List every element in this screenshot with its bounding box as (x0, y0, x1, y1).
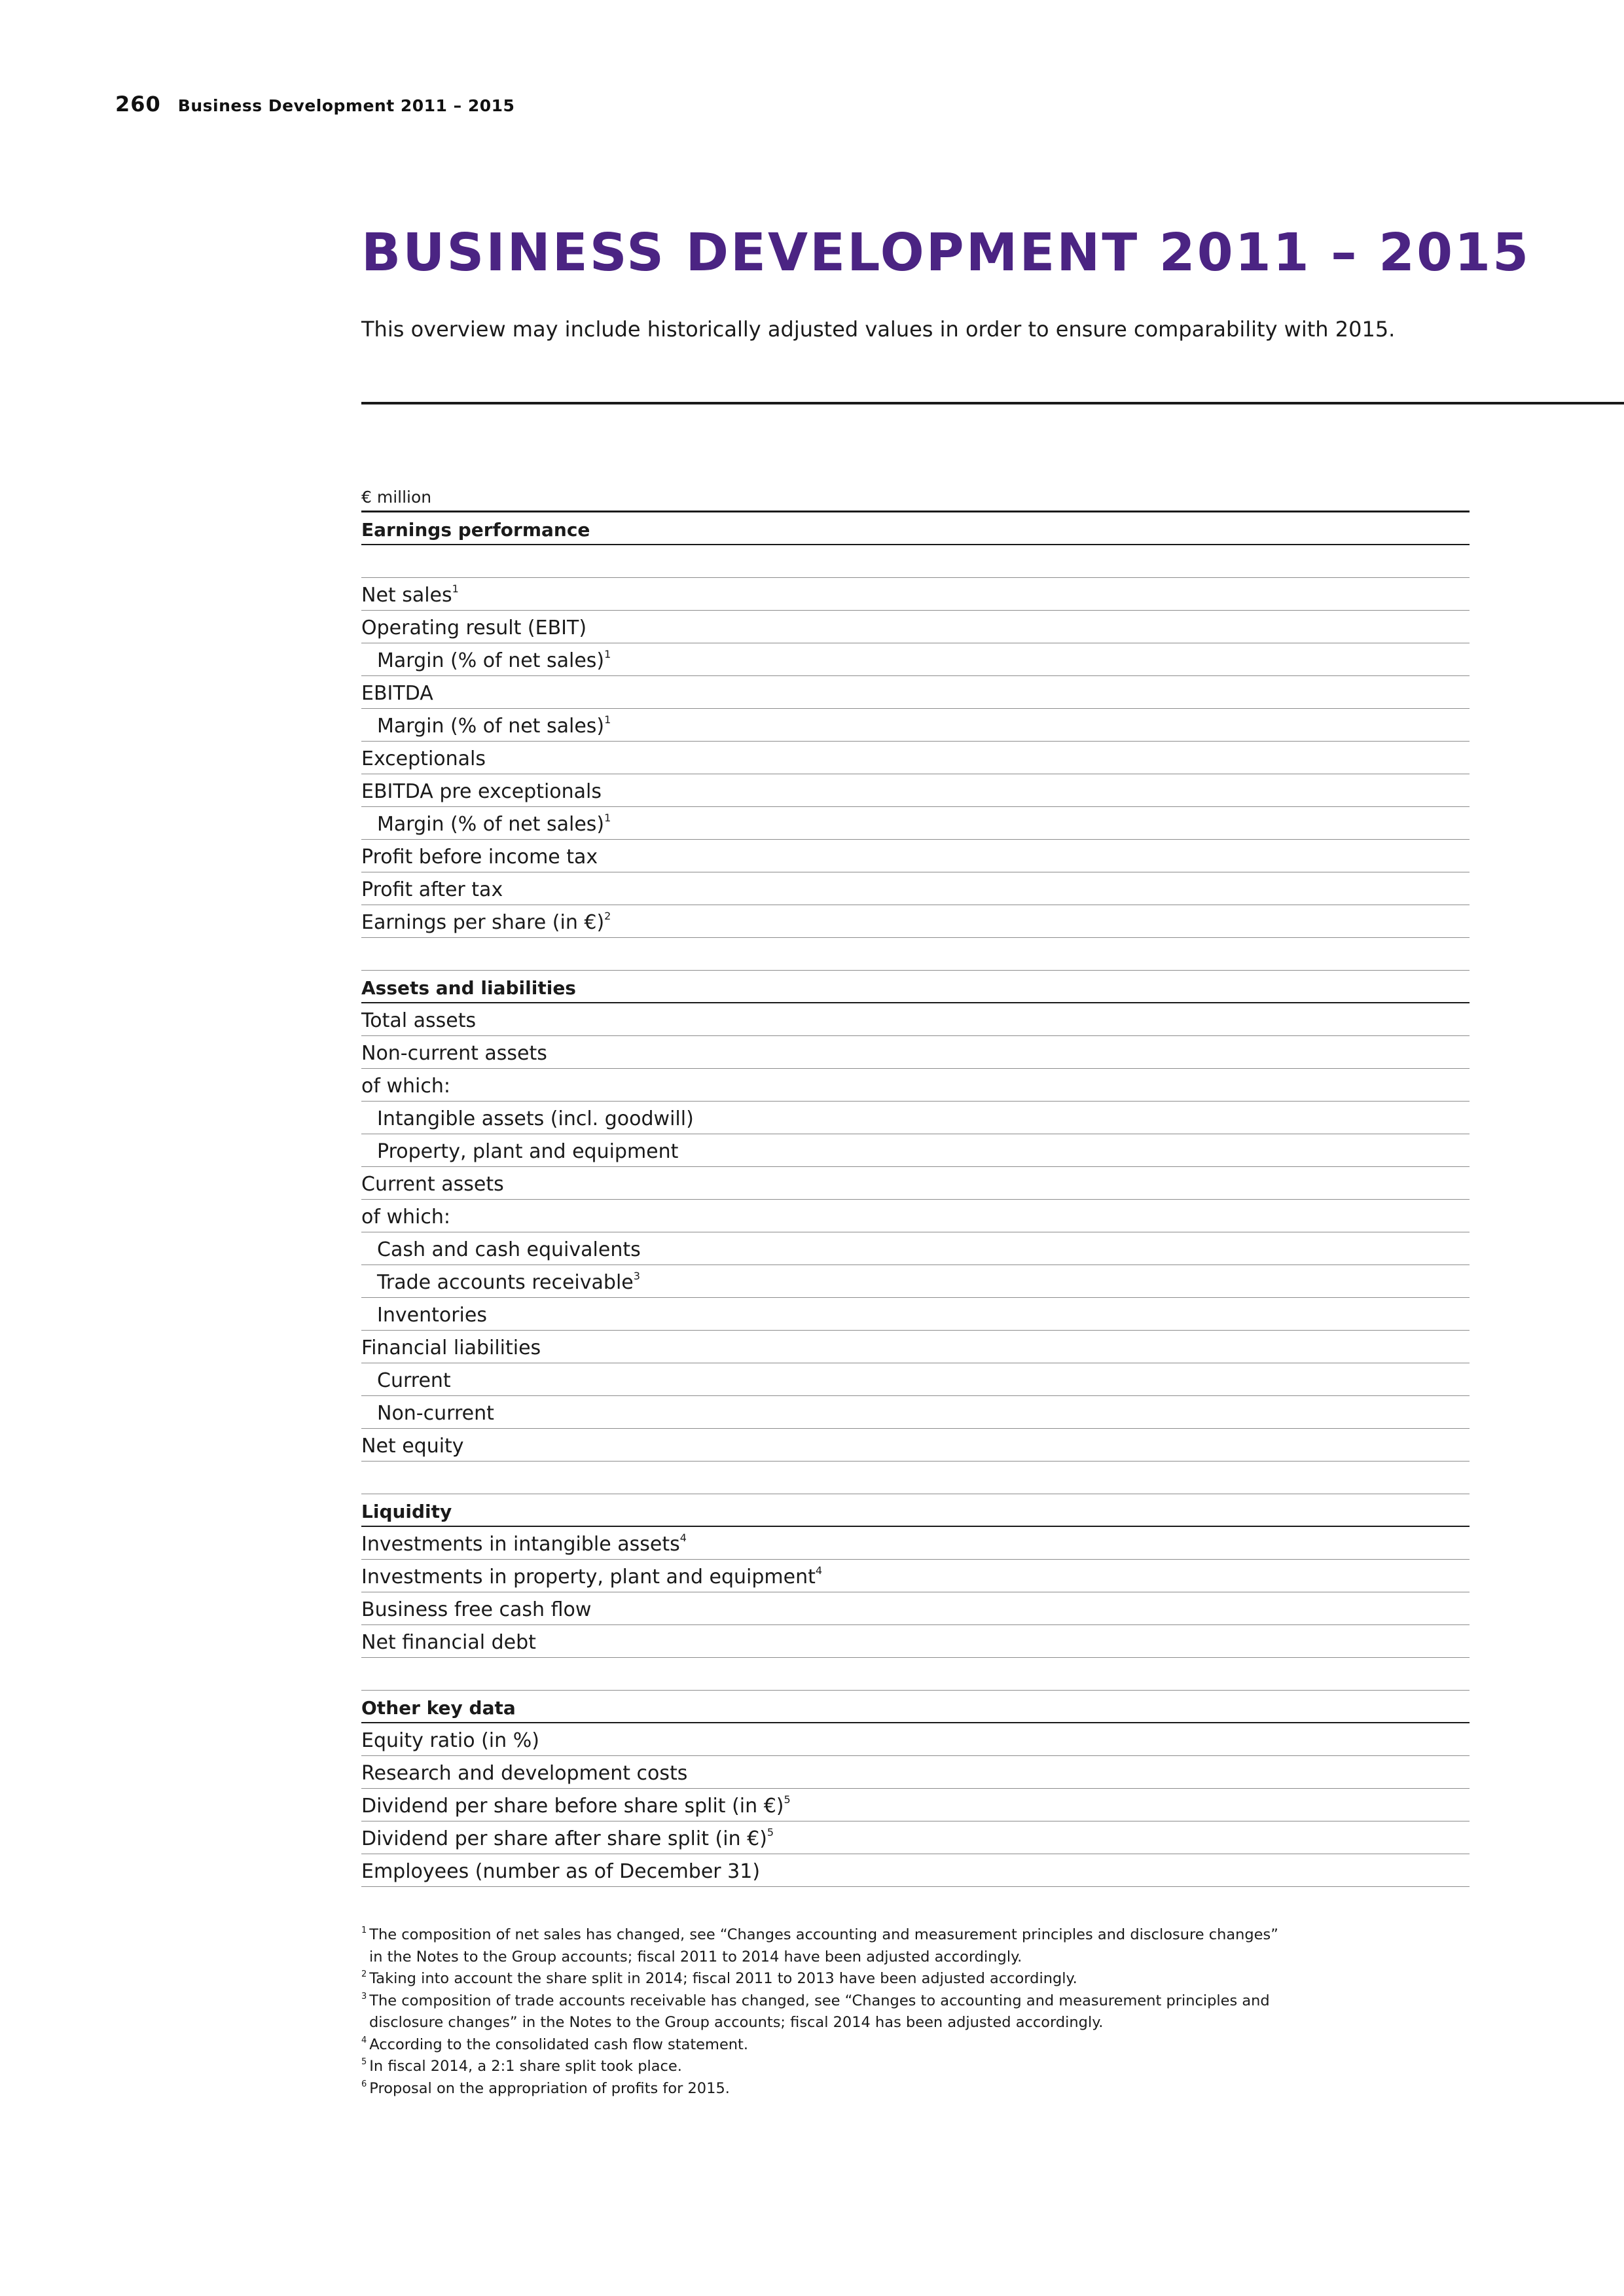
row-label: Margin (% of net sales) (377, 715, 605, 738)
table-row (361, 1036, 1470, 1069)
row-label: Net equity (361, 1435, 464, 1458)
footnote-text: Proposal on the appropriation of profits for 2015. (369, 2079, 730, 2097)
row-label: of which: (361, 1206, 450, 1229)
footnote-line (361, 2012, 1470, 2034)
table-rows (361, 512, 1470, 1887)
row-label: Assets and liabilities (361, 977, 576, 999)
footnote-line (361, 2078, 1470, 2100)
table-row (361, 611, 1470, 643)
table-row (361, 1069, 1470, 1102)
table-row (361, 1298, 1470, 1331)
table-row (361, 742, 1470, 774)
table-row (361, 774, 1470, 807)
footnote-ref: 1 (604, 812, 611, 824)
footnote-text: disclosure changes” in the Notes to the Group accounts; fiscal 2014 has been adjusted accordingly. (369, 2014, 1104, 2031)
table-row (361, 676, 1470, 709)
footnote-line (361, 2034, 1470, 2056)
business-development-table (361, 484, 1470, 1887)
spacer-row (361, 545, 1470, 578)
table-row (361, 1134, 1470, 1167)
row-label: Property, plant and equipment (377, 1140, 679, 1163)
table-row (361, 1789, 1470, 1821)
footnote-ref: 5 (784, 1793, 791, 1806)
section-heading (361, 512, 1470, 545)
row-label: Inventories (377, 1304, 487, 1327)
table-row (361, 1625, 1470, 1658)
table-row (361, 1396, 1470, 1429)
table-row (361, 709, 1470, 742)
footnote-mark: 3 (361, 1991, 367, 2001)
row-label: Total assets (361, 1009, 477, 1032)
table-row (361, 1232, 1470, 1265)
row-label: Earnings performance (361, 519, 590, 541)
table-row (361, 578, 1470, 611)
table-row (361, 1592, 1470, 1625)
row-label: Cash and cash equivalents (377, 1238, 641, 1261)
footnote-text: In fiscal 2014, a 2:1 share split took place. (369, 2058, 682, 2075)
section-heading (361, 971, 1470, 1003)
row-label: Non-current (377, 1402, 494, 1425)
footnote-ref: 4 (679, 1532, 687, 1544)
row-label: Financial liabilities (361, 1336, 541, 1359)
footnote-text: Taking into account the share split in 2014; fiscal 2011 to 2013 have been adjusted accordingly. (369, 1970, 1077, 1987)
table-row (361, 1527, 1470, 1560)
row-label: Net sales (361, 584, 452, 607)
footnote-text: in the Notes to the Group accounts; fiscal 2011 to 2014 have been adjusted accordingly. (369, 1948, 1022, 1965)
running-title: Business Development 2011 – 2015 (177, 96, 515, 115)
section-heading (361, 1494, 1470, 1527)
table-row (361, 1200, 1470, 1232)
footnote-line (361, 2056, 1470, 2078)
row-label: Net financial debt (361, 1631, 536, 1654)
table-row (361, 1331, 1470, 1363)
table-row (361, 1821, 1470, 1854)
row-label: Margin (% of net sales) (377, 813, 605, 836)
footnote-mark: 4 (361, 2035, 367, 2045)
footnote-ref: 1 (604, 713, 611, 726)
footnote-mark: 1 (361, 1926, 367, 1935)
table-row (361, 1363, 1470, 1396)
footnote-ref: 1 (604, 648, 611, 660)
table-row (361, 1560, 1470, 1592)
table-row (361, 1756, 1470, 1789)
table-row (361, 1723, 1470, 1756)
table-row (361, 807, 1470, 840)
footnote-line (361, 1924, 1470, 1946)
footnote-ref: 2 (604, 910, 611, 922)
row-label: Profit after tax (361, 878, 503, 901)
page-number: 260 (115, 92, 161, 117)
footnote-text: The composition of net sales has changed, see “Changes accounting and measurement principles and disclosure changes” (369, 1926, 1278, 1943)
footnote-mark: 5 (361, 2057, 367, 2067)
footnote-mark: 2 (361, 1969, 367, 1979)
row-label: Dividend per share after share split (in €) (361, 1827, 767, 1850)
row-label: Employees (number as of December 31) (361, 1860, 761, 1883)
row-label: EBITDA pre exceptionals (361, 780, 602, 803)
row-label: Trade accounts receivable (377, 1271, 634, 1294)
row-label: EBITDA (361, 682, 433, 705)
row-label: Non-current assets (361, 1042, 547, 1065)
row-label: Operating result (EBIT) (361, 617, 587, 639)
footnotes (361, 1924, 1470, 2100)
footnote-line (361, 1946, 1470, 1969)
row-label: Earnings per share (in €) (361, 911, 605, 934)
footnote-line (361, 1990, 1470, 2013)
table-row (361, 872, 1470, 905)
spacer-row (361, 938, 1470, 971)
table-row (361, 905, 1470, 938)
section-heading (361, 1691, 1470, 1723)
row-label: Research and development costs (361, 1762, 688, 1785)
footnote-ref: 4 (815, 1564, 823, 1577)
table-row (361, 643, 1470, 676)
title-divider (361, 402, 1624, 404)
row-label: Dividend per share before share split (in €) (361, 1795, 784, 1818)
spacer-row (361, 1462, 1470, 1494)
footnote-line (361, 1968, 1470, 1990)
table-row (361, 1003, 1470, 1036)
footnote-ref: 3 (633, 1270, 640, 1282)
table-row (361, 1429, 1470, 1462)
row-label: Investments in intangible assets (361, 1533, 680, 1556)
row-label: Exceptionals (361, 747, 486, 770)
footnote-text: The composition of trade accounts receivable has changed, see “Changes to accounting and measurement principles and (369, 1992, 1270, 2009)
row-label: Other key data (361, 1697, 516, 1719)
row-label: Equity ratio (in %) (361, 1729, 539, 1752)
table-row (361, 1265, 1470, 1298)
unit-label: € million (361, 484, 1470, 512)
table-row (361, 1854, 1470, 1887)
footnote-mark: 6 (361, 2079, 367, 2089)
row-label: Current assets (361, 1173, 504, 1196)
row-label: Business free cash flow (361, 1598, 592, 1621)
row-label: Profit before income tax (361, 846, 598, 869)
footnote-ref: 1 (452, 583, 459, 595)
table-row (361, 1167, 1470, 1200)
row-label: Investments in property, plant and equipment (361, 1566, 816, 1588)
row-label: Current (377, 1369, 451, 1392)
table-row (361, 840, 1470, 872)
row-label: Liquidity (361, 1501, 452, 1522)
table-row (361, 1102, 1470, 1134)
spacer-row (361, 1658, 1470, 1691)
intro-text: This overview may include historically adjusted values in order to ensure comparability with 2015. (361, 317, 1396, 342)
row-label: of which: (361, 1075, 450, 1098)
page-title: BUSINESS DEVELOPMENT 2011 – 2015 (361, 223, 1531, 283)
row-label: Margin (% of net sales) (377, 649, 605, 672)
row-label: Intangible assets (incl. goodwill) (377, 1107, 694, 1130)
running-header (115, 92, 514, 118)
footnote-text: According to the consolidated cash flow statement. (369, 2036, 749, 2053)
footnote-ref: 5 (767, 1826, 774, 1839)
